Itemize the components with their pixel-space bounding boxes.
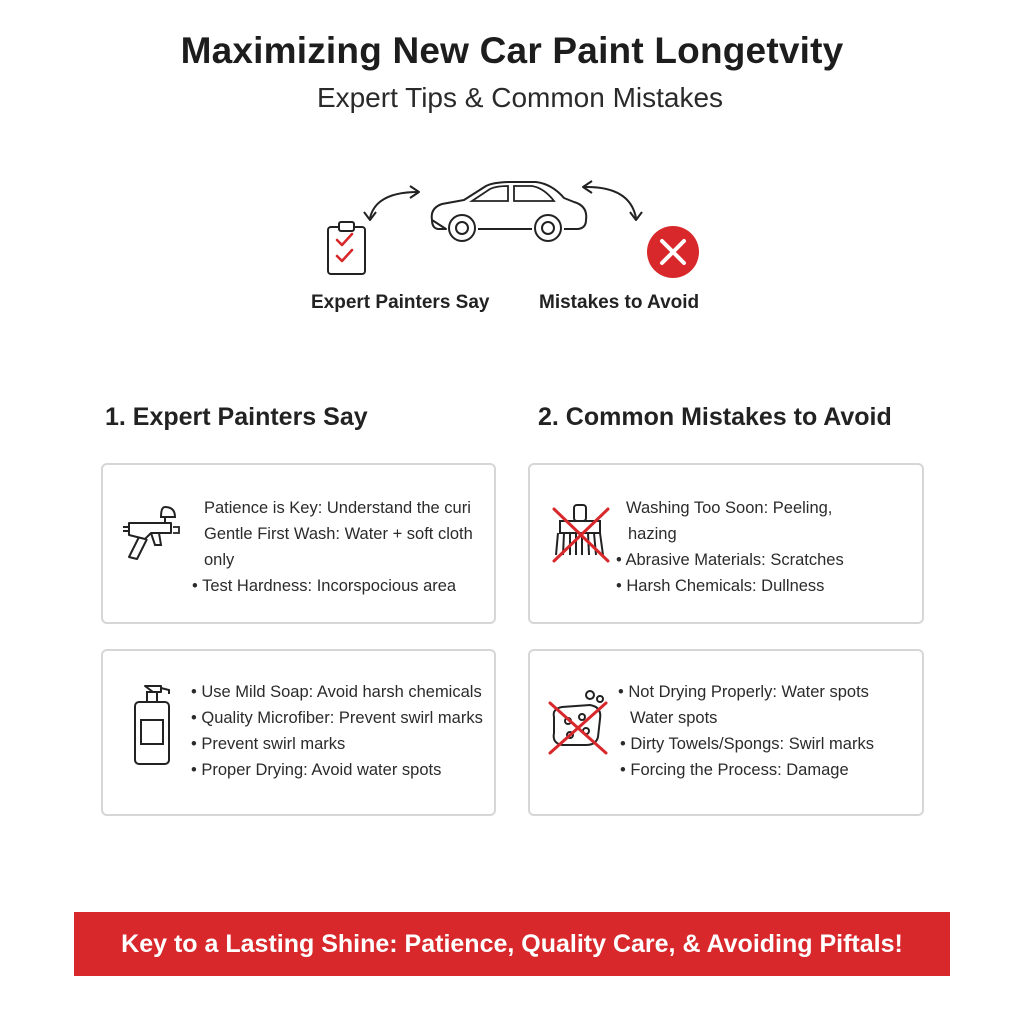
x-circle-icon [647,226,699,278]
banner-text: Key to a Lasting Shine: Patience, Quality Care, & Avoiding Piftals! [121,930,903,958]
card-text-mistakes-bottom [618,679,922,783]
mistake-card-top [528,463,924,624]
card-line: Gentle First Wash: Water + soft cloth [204,525,473,543]
card-line: • Forcing the Process: Damage [620,761,849,779]
spray-gun-icon [121,505,181,561]
card-line: • Use Mild Soap: Avoid harsh chemicals [191,683,482,701]
card-line: • Harsh Chemicals: Dullness [616,577,825,595]
curved-arrow-icon-right [583,181,642,220]
mistake-card-bottom [528,649,924,816]
card-line: • Abrasive Materials: Scratches [616,551,844,569]
hero-label-expert: Expert Painters Say [311,292,490,313]
hero-label-mistakes: Mistakes to Avoid [539,292,700,313]
soap-bottle-icon [131,684,175,768]
summary-banner [74,912,950,976]
card-line: • Proper Drying: Avoid water spots [191,761,442,779]
card-line: Patience is Key: Understand the curi [204,499,471,517]
card-line: hazing [628,525,677,543]
card-text-expert-bottom [191,679,495,783]
card-line: • Prevent swirl marks [191,735,346,753]
page-subtitle: Expert Tips & Common Mistakes [316,82,724,113]
section-heading-mistakes: 2. Common Mistakes to Avoid [538,403,892,431]
card-line: • Dirty Towels/Spongs: Swirl marks [620,735,874,753]
card-line: Water spots [630,709,718,727]
tip-card-expert-bottom [101,649,496,816]
card-line: • Quality Microfiber: Prevent swirl marks [191,709,483,727]
card-line: • Test Hardness: Incorspocious area [192,577,457,595]
clipboard-check-icon [328,222,365,274]
card-text-expert-top [192,495,494,599]
hero-graphic [300,170,740,290]
crossed-sponge-icon [546,687,610,757]
crossed-brush-icon [550,503,612,565]
card-line: • Not Drying Properly: Water spots [618,683,869,701]
tip-card-expert-top [101,463,496,624]
car-icon [432,182,587,241]
page-title: Maximizing New Car Paint Longetvity [180,30,844,71]
card-line: only [204,551,235,569]
curved-arrow-icon [364,186,419,220]
hero-illustration [300,170,740,290]
card-line: Washing Too Soon: Peeling, [626,499,833,517]
section-heading-expert: 1. Expert Painters Say [105,403,368,431]
card-text-mistakes-top [616,495,922,599]
